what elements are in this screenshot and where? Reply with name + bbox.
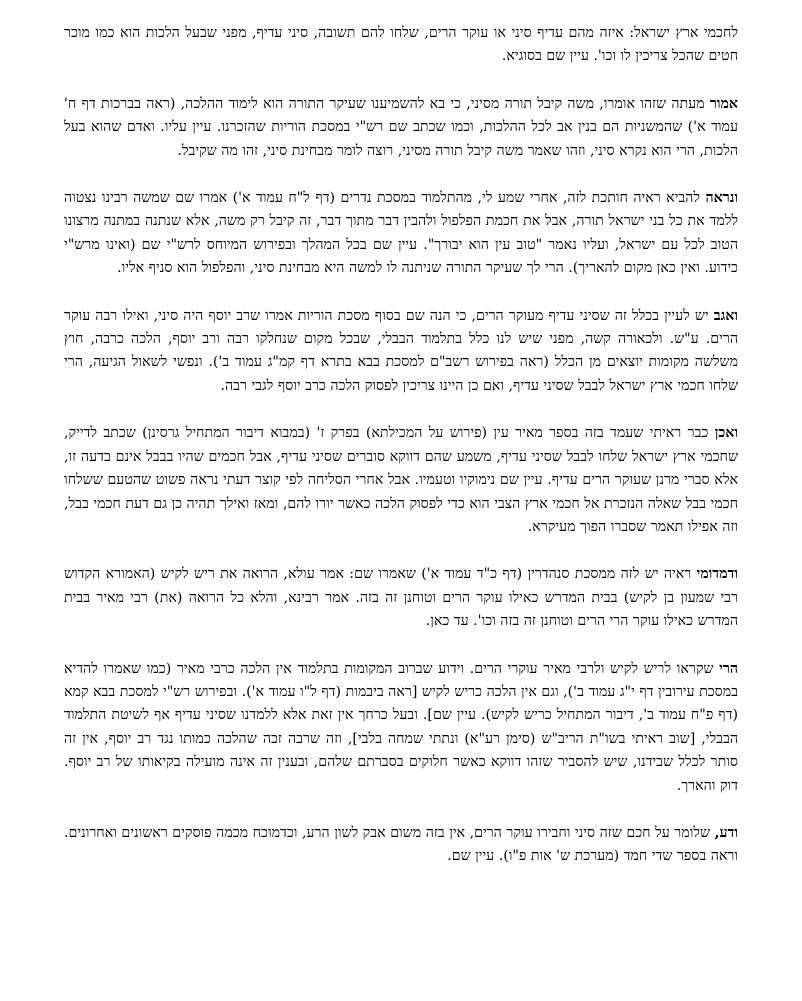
paragraph-text: כבר ראיתי שעמד בזה בספר מאיר עין (פירוש על המכילתא) בפרק ז' (במבוא דיבור המתחיל גרסינן) שכתב לדייק, שחכמי ארץ ישראל שלחו לבבל שסיני עדיף, משמע שהם דווקא סוברים שסיני עדיף, אבל חכמים שהיו בבבל אינם בדעה זו, אלא סברי מרנן שעוקר הרים עדיף. עיין שם נימוקיו וטעמיו. אבל אחרי הסליחה לפי קוצר דעתי נראה פשוט שהטעם ששלחו חכמי בבל שאלה הנזכרת אל חכמי ארץ הצבי הוא כדי לפסוק הלכה כאשר יורו להם, ומאז ואילך תהיה כן גם דעת חכמי בבל, וזה אפילו תאמר שסברו הפוך מעיקרא. [64,425,738,535]
paragraph-5 [64,422,738,539]
paragraph-1 [64,22,738,69]
paragraph-6 [64,563,738,633]
paragraph-8 [64,822,738,869]
paragraph-lead: ודע, [714,824,738,841]
paragraph-lead: ודמדומי [696,566,738,583]
paragraph-lead: ואגב [713,307,738,324]
paragraph-lead: ואכן [714,425,738,442]
paragraph-text: שקראו לריש לקיש ולרבי מאיר עוקרי הרים. וידוע שברוב המקומות בתלמוד אין הלכה כרבי מאיר (כמו שאמרו להדיא במסכת עירובין דף י"ג עמוד ב'), וגם אין הלכה כריש לקיש [ראה ביבמות (דף ל"ו עמוד א'). ובפירוש רש"י למסכת בבא קמא (דף פ"ח עמוד ב', דיבור המתחיל כריש לקיש). עיין שם]. ובעל כרחך אין זאת אלא ללמדנו שסיני עדיף אף לשיטת התלמוד הבבלי, [שוב ראיתי בשו"ת הריב"ש (סימן רע"א) ונתתי שמחה בלבי], וזה שרבה זכה שהלכה כמותו נגד רב יוסף, אין זה סותר לכלל שבידנו, שיש להסביר שזהו דווקא כאשר חלוקים בסברתם שלהם, ובענין זה אינה מועילה בקיאותו של רב יוסף. דוק והארך. [64,660,738,794]
paragraph-2 [64,93,738,163]
paragraph-lead: אמור [709,95,738,112]
paragraph-7 [64,658,738,798]
paragraph-lead: הרי [719,660,738,677]
paragraph-3 [64,187,738,281]
paragraph-text: לחכמי ארץ ישראל: איזה מהם עדיף סיני או עוקר הרים, שלחו להם תשובה, סיני עדיף, מפני שבעל הלכות הוא כמו מוכר חטים שהכל צריכין לו וכו'. עיין שם בסוגיא. [64,25,738,65]
paragraph-text: שלומר על חכם שזה סיני וחבירו עוקר הרים, אין בזה משום אבק לשון הרע, וכדמוכח מכמה פוסקים ראשונים ואחרונים. וראה בספר שדי חמד (מערכת ש' אות פ"ו). עיין שם. [64,824,738,865]
paragraph-text: יש לעיין בכלל זה שסיני עדיף מעוקר הרים, כי הנה שם בסוף מסכת הוריות אמרו שרב יוסף היה סיני, ואילו רבה עוקר הרים. ע"ש. ולכאורה קשה, מפני שיש לנו כלל בתלמוד הבבלי, שבכל מקום שנחלקו רבה ורב יוסף, הלכה כרבה, חוץ משלשה מקומות יוצאים מן הכלל (ראה בפירוש רשב"ם למסכת בבא בתרא דף קמ"ג עמוד ב'). ונפשי לשאול הגיעה, הרי שלחו חכמי ארץ ישראל לבבל שסיני עדיף, ואם כן היינו צריכין לפסוק הלכה כרב יוסף לגבי רבה. [64,307,738,394]
paragraph-4 [64,305,738,399]
paragraph-text: להביא ראיה חותכת לזה, אחרי שמע לי, מהתלמוד במסכת נדרים (דף ל"ח עמוד א') אמרו שם שמשה רבינו נצטוה ללמד את כל בני ישראל תורה, אבל את חכמת הפלפול ולהבין דבר מתוך דבר, זה קיבל רק משה, אלא שנתנה במתנה מרצונו הטוב לכל עם ישראל, ועליו נאמר "טוב עין הוא יבורך". עיין שם בכל המהלך ובפירוש המיוחס לרש"י שם (ואינו מרש"י כידוע. ואין כאן מקום להאריך). הרי לך שעיקר התורה שניתנה לו למשה היא מבחינת סיני, והפלפול הוא סניף אליו. [64,190,738,277]
paragraph-lead: ונראה [705,190,738,207]
paragraph-text: ראיה יש לזה ממסכת סנהדרין (דף כ"ד עמוד א') שאמרו שם: אמר עולא, הרואה את ריש לקיש (האמורא הקדוש רבי שמעון בן לקיש) בבית המדרש כאילו עוקר הרים וטוחנן זה בזה. אמר רבינא, והלא כל הרואה (את) רבי מאיר בבית המדרש כאילו עוקר הרי הרים וטוחנן זה בזה וכו'. עד כאן. [64,566,738,630]
paragraph-text: מעתה שזהו אומרו, משה קיבל תורה מסיני, כי בא להשמיענו שעיקר התורה הוא לימוד ההלכה, (ראה בברכות דף ח' עמוד א') שהמשניות הם בנין אב לכל ההלכות, וכמו שכתב שם רש"י במסכת הוריות שהזכרנו. עיין עליו. ואדם שהוא בעל הלכות, הרי הוא נקרא סיני, וזהו שאמר משה קיבל תורה מסיני, רוצה לומר מבחינת סיני, זהו מה שקיבל. [64,95,738,159]
